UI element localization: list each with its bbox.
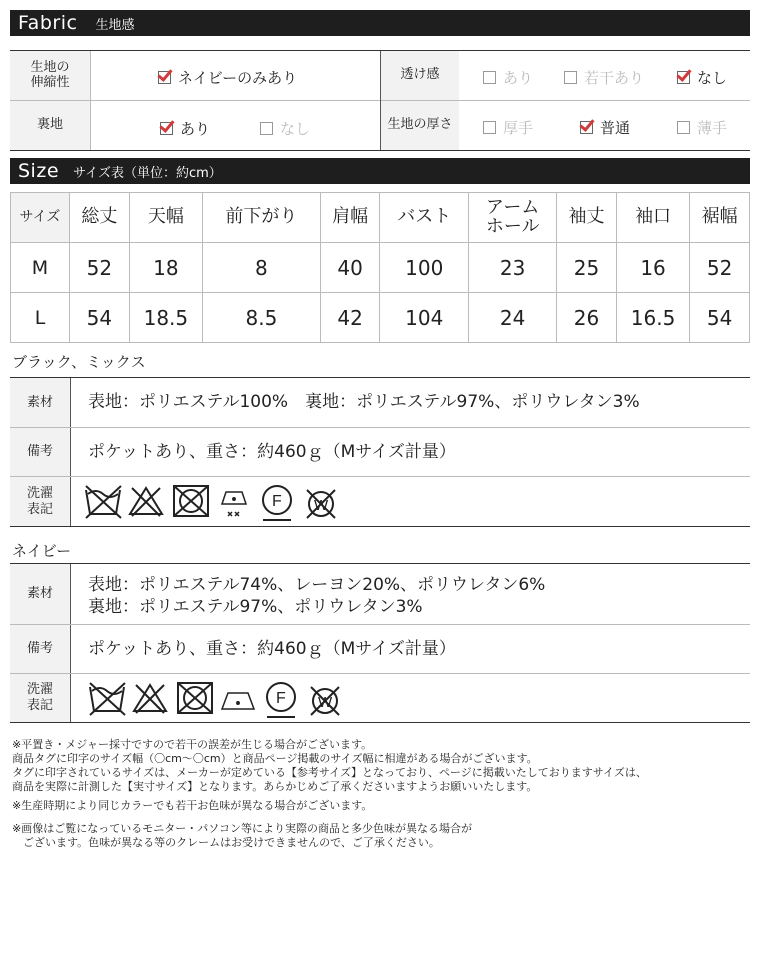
table-cell: 104 (380, 293, 469, 343)
unchecked-box-icon (564, 71, 577, 84)
care-icons (84, 482, 344, 528)
lining-option-1: あり (160, 118, 210, 139)
divider (10, 150, 750, 151)
footnote: ございます。色味が異なる等のクレームはお受けできませんので、ご了承ください。 (12, 836, 440, 849)
thickness-option-1: 厚手 (483, 117, 533, 138)
low-iron-icon (222, 693, 254, 709)
care-label: 洗濯 表記 (10, 477, 70, 526)
footnote: 商品タグに印字のサイズ幅（〇cm〜〇cm）と商品ページ掲載のサイズ幅に相違がある場合がございます。 (12, 752, 538, 765)
divider (70, 378, 71, 526)
table-cell: 52 (70, 243, 130, 293)
divider (10, 377, 750, 378)
table-cell: 54 (70, 293, 130, 343)
size-table (10, 192, 750, 343)
fabric-subtitle: 生地感 (95, 17, 135, 33)
divider (90, 101, 91, 150)
header-cell: 肩幅 (320, 193, 380, 243)
material-text (88, 574, 545, 618)
low-iron-icon (222, 492, 246, 516)
header-cell: サイズ (11, 193, 70, 243)
size-cell: L (11, 293, 70, 343)
no-bleach-icon (130, 488, 162, 516)
sheer-option-2: 若干あり (564, 67, 644, 88)
table-row (11, 243, 750, 293)
no-wet-clean-icon (307, 490, 335, 518)
option-label: ネイビーのみあり (178, 69, 298, 87)
unchecked-box-icon (260, 122, 273, 135)
no-wash-icon (86, 486, 121, 518)
size-subtitle: サイズ表（単位：約cm） (73, 165, 222, 181)
unchecked-box-icon (483, 121, 496, 134)
table-cell: 24 (469, 293, 557, 343)
notes-text: ポケットあり、重さ：約460ｇ（Mサイズ計量） (88, 442, 456, 462)
header-cell: 袖口 (616, 193, 689, 243)
header-cell: アーム ホール (469, 193, 557, 243)
unchecked-box-icon (483, 71, 496, 84)
footnotes-block-2 (12, 822, 752, 850)
footnote: 商品を実際に計測した【実寸サイズ】となります。あらかじめご了承くださいますようお願いいたします。 (12, 780, 538, 793)
svg-text:W: W (318, 694, 333, 711)
variant-heading-black: ブラック、ミックス (12, 353, 146, 371)
sheer-option-1: あり (483, 67, 533, 88)
footnote: ※平置き・メジャー採寸ですので若干の誤差が生じる場合がございます。 (12, 738, 373, 751)
care-label: 洗濯 表記 (10, 674, 70, 722)
fabric-header-bar (10, 10, 750, 36)
lining-label: 裏地 (10, 101, 90, 150)
stretch-label: 生地の 伸縮性 (10, 51, 90, 100)
size-title: Size (18, 160, 60, 182)
notes-label: 備考 (10, 625, 70, 673)
table-cell: 23 (469, 243, 557, 293)
no-wet-clean-icon (311, 687, 339, 715)
table-cell: 52 (690, 243, 750, 293)
header-cell: バスト (380, 193, 469, 243)
table-cell: 40 (320, 243, 380, 293)
divider (90, 51, 91, 100)
notes-label: 備考 (10, 428, 70, 476)
table-row (11, 293, 750, 343)
notes-text: ポケットあり、重さ：約460ｇ（Mサイズ計量） (88, 639, 456, 659)
size-cell: M (11, 243, 70, 293)
no-tumble-dry-icon (174, 486, 208, 516)
divider (70, 564, 71, 722)
material-label: 素材 (10, 564, 70, 624)
checked-box-icon (677, 71, 690, 84)
sheer-option-3: なし (677, 67, 727, 88)
divider (10, 673, 750, 674)
table-cell: 18.5 (129, 293, 202, 343)
table-cell: 8 (203, 243, 321, 293)
header-cell: 袖丈 (557, 193, 617, 243)
table-cell: 42 (320, 293, 380, 343)
table-cell: 100 (380, 243, 469, 293)
dry-clean-f-icon (263, 486, 291, 520)
size-table-header (11, 193, 750, 243)
table-cell: 16.5 (616, 293, 689, 343)
divider (10, 427, 750, 428)
variant-heading-navy: ネイビー (12, 542, 72, 560)
header-cell: 裾幅 (690, 193, 750, 243)
footnote: タグに印字されているサイズは、メーカーが定めている【参考サイズ】となっており、ページに掲載いたしておりますサイズは、 (12, 766, 647, 779)
material-line-1: 表地：ポリエステル74%、レーヨン20%、ポリウレタン6% (88, 575, 546, 595)
checked-box-icon (160, 122, 173, 135)
unchecked-box-icon (677, 121, 690, 134)
svg-text:F: F (272, 493, 282, 510)
no-bleach-icon (134, 685, 166, 713)
svg-text:F: F (276, 690, 286, 707)
table-cell: 54 (690, 293, 750, 343)
footnote: ※画像はご覧になっているモニター・パソコン等により実際の商品と多少色味が異なる場合が (12, 822, 472, 835)
no-tumble-dry-icon (178, 683, 212, 713)
header-cell: 総丈 (70, 193, 130, 243)
stretch-option (158, 67, 297, 88)
divider (10, 476, 750, 477)
divider (10, 563, 750, 564)
no-wash-icon (90, 683, 125, 715)
divider (10, 624, 750, 625)
svg-text:W: W (314, 497, 329, 514)
material-line-2: 裏地：ポリエステル97%、ポリウレタン3% (88, 597, 423, 618)
lining-option-2: なし (260, 118, 310, 139)
table-cell: 25 (557, 243, 617, 293)
table-cell: 8.5 (203, 293, 321, 343)
footnotes-block-1 (12, 738, 752, 794)
checked-box-icon (158, 71, 171, 84)
checked-box-icon (580, 121, 593, 134)
table-cell: 18 (129, 243, 202, 293)
material-label: 素材 (10, 378, 70, 427)
table-cell: 26 (557, 293, 617, 343)
dry-clean-f-icon (267, 683, 295, 717)
size-header-bar (10, 158, 750, 184)
care-icons (88, 679, 348, 725)
sheer-label: 透け感 (381, 51, 459, 100)
footnote: ※生産時期により同じカラーでも若干お色味が異なる場合がございます。 (12, 799, 373, 812)
thickness-label: 生地の厚さ (381, 101, 459, 150)
thickness-option-2: 普通 (580, 117, 630, 138)
header-cell: 前下がり (203, 193, 321, 243)
table-cell: 16 (616, 243, 689, 293)
header-cell: 天幅 (129, 193, 202, 243)
material-text: 表地：ポリエステル100% 裏地：ポリエステル97%、ポリウレタン3% (88, 392, 640, 412)
fabric-title: Fabric (18, 12, 78, 34)
thickness-option-3: 薄手 (677, 117, 727, 138)
